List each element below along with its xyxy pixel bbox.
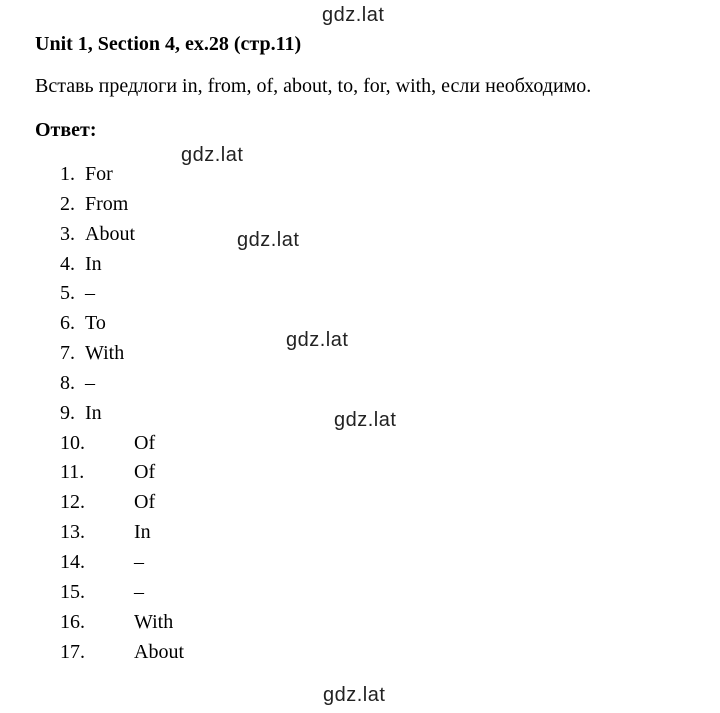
answer-number: 17. [60, 640, 85, 663]
answer-value: – [85, 371, 95, 394]
answer-item [0, 279, 720, 309]
answer-value: To [85, 312, 106, 335]
answer-number: 5. [60, 282, 75, 305]
answer-value: About [134, 640, 184, 663]
answer-item [0, 608, 720, 638]
exercise-title: Unit 1, Section 4, ex.28 (стр.11) [35, 33, 302, 55]
answer-item [0, 458, 720, 488]
watermark: gdz.lat [323, 684, 386, 706]
answer-number: 9. [60, 401, 75, 424]
answer-heading: Ответ: [35, 119, 97, 141]
answer-item [0, 518, 720, 548]
answer-item [0, 190, 720, 220]
answer-value: For [85, 163, 113, 185]
answer-item [0, 250, 720, 280]
answer-item [0, 160, 720, 190]
answer-value: Of [134, 431, 156, 454]
answer-number: 12. [60, 491, 85, 514]
answer-number: 13. [60, 521, 85, 544]
answer-value: – [134, 580, 144, 603]
answer-number: 7. [60, 342, 75, 365]
answer-number: 1. [60, 163, 75, 185]
exercise-instruction: Вставь предлоги in, from, of, about, to, for, with, если необходимо. [35, 75, 592, 97]
answer-value: In [134, 521, 151, 544]
answer-number: 8. [60, 371, 75, 394]
answer-value: In [85, 401, 102, 424]
answer-value: From [85, 192, 129, 215]
answer-value: – [134, 550, 144, 573]
answer-item [0, 488, 720, 518]
answer-item [0, 369, 720, 399]
answer-number: 14. [60, 550, 85, 573]
answer-value: Of [134, 461, 156, 484]
answer-number: 3. [60, 222, 75, 245]
answer-number: 2. [60, 192, 75, 215]
answer-item [0, 339, 720, 369]
answer-number: 10. [60, 431, 85, 454]
answer-value: Of [134, 491, 156, 514]
answer-value: In [85, 252, 102, 275]
answer-number: 15. [60, 580, 85, 603]
answer-value: With [134, 610, 174, 633]
watermark: gdz.lat [334, 409, 397, 431]
answer-item [0, 548, 720, 578]
answer-item [0, 309, 720, 339]
answer-list [0, 160, 720, 667]
answer-item [0, 578, 720, 608]
answer-value: About [85, 222, 135, 245]
watermark: gdz.lat [286, 329, 349, 351]
answer-number: 4. [60, 252, 75, 275]
watermark: gdz.lat [322, 4, 385, 26]
answer-item [0, 429, 720, 459]
answer-number: 6. [60, 312, 75, 335]
answer-value: With [85, 342, 125, 365]
answer-item [0, 638, 720, 668]
answer-item [0, 220, 720, 250]
answer-number: 11. [60, 461, 85, 484]
answer-item [0, 399, 720, 429]
answer-number: 16. [60, 610, 85, 633]
watermark: gdz.lat [237, 229, 300, 251]
answer-value: – [85, 282, 95, 305]
watermark: gdz.lat [181, 144, 244, 166]
